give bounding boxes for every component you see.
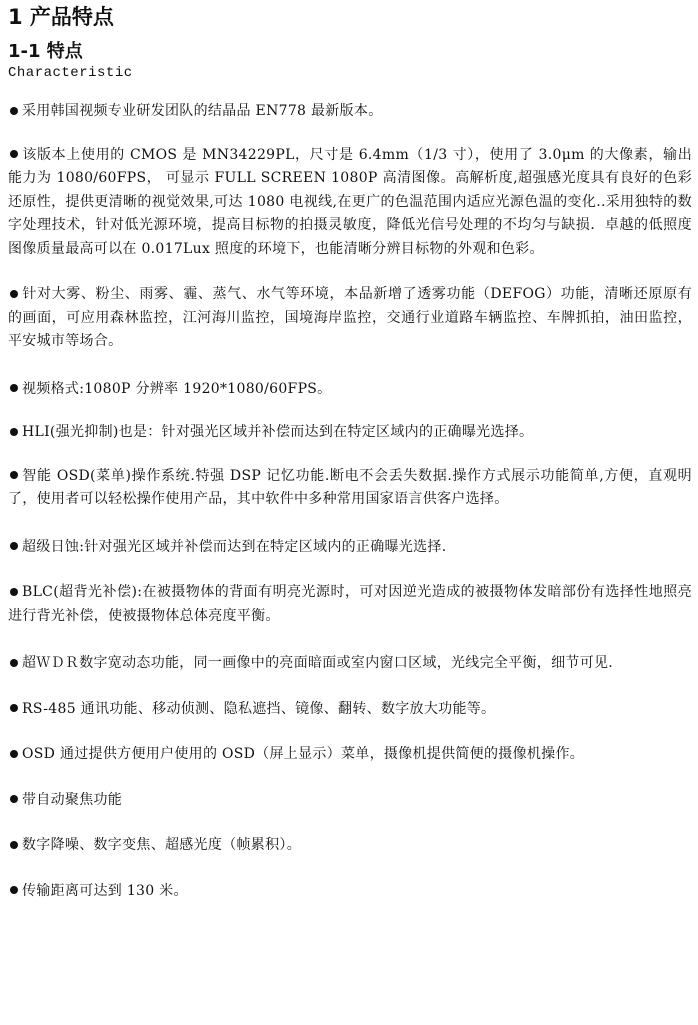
bullet-icon	[10, 290, 18, 298]
bullet-icon	[10, 150, 18, 158]
bullet-icon	[10, 542, 18, 550]
feature-item	[8, 421, 692, 445]
bullet-icon	[10, 384, 18, 392]
feature-item	[8, 100, 692, 124]
feature-item	[8, 652, 692, 676]
feature-text: 采用韩国视频专业研发团队的结晶品 EN778 最新版本。	[22, 103, 383, 119]
bullet-icon	[10, 588, 18, 596]
feature-text: 该版本上使用的 CMOS 是 MN34229PL，尺寸是 6.4mm（1/3 寸），使用了 3.0μm 的大像素，输出能力为 1080/60FPS， 可显示 FULL SCREEN 1080P 高清图像。高解析度,超强感光度具有良好的色彩还原性，提供更清晰的视觉效果,可达 1080 电视线,在更广的色温范围内适应光源色温的变化..采用独特的数字处理技术，针对低光源环境，提高目标物的拍摄灵敏度，降低光信号处理的不均匀与缺损．卓越的低照度图像质量最高可以在 0.017Lux 照度的环境下，也能清晰分辨目标物的外观和色彩。	[8, 146, 692, 257]
feature-text: 超级日蚀:针对强光区域并补偿而达到在特定区域内的正确曝光选择.	[22, 538, 447, 555]
feature-text: 传输距离可达到 130 米。	[22, 882, 188, 899]
feature-text: 智能 OSD(菜单)操作系统.特强 DSP 记忆功能.断电不会丢失数据.操作方式展示功能简单,方便，直观明了，使用者可以轻松操作使用产品，其中软件中多种常用国家语言供客户选择。	[8, 467, 692, 507]
bullet-icon	[10, 795, 18, 803]
feature-text: RS-485 通讯功能、移动侦测、隐私遮挡、镜像、翻转、数字放大功能等。	[22, 700, 496, 717]
bullet-icon	[10, 659, 18, 667]
feature-item	[8, 465, 692, 512]
section-heading: 1 产品特点	[8, 5, 114, 29]
bullet-icon	[10, 841, 18, 849]
feature-item	[8, 698, 692, 722]
feature-text: OSD 通过提供方便用户使用的 OSD（屏上显示）菜单，摄像机提供简便的摄像机操作。	[22, 746, 585, 762]
subsection-heading: 1-1 特点	[8, 41, 83, 62]
feature-text: 针对大雾、粉尘、雨雾、霾、蒸气、水气等环境，本品新增了透雾功能（DEFOG）功能，清晰还原原有的画面，可应用森林监控，江河海川监控，国境海岸监控，交通行业道路车辆监控、车牌抓拍，油田监控，平安城市等场合。	[8, 286, 692, 349]
bullet-icon	[10, 750, 18, 758]
feature-text: BLC(超背光补偿):在被摄物体的背面有明亮光源时，可对因逆光造成的被摄物体发暗部份有选择性地照亮进行背光补偿，使被摄物体总体亮度平衡。	[8, 584, 692, 624]
feature-text: 带自动聚焦功能	[22, 791, 123, 808]
feature-text: 超ＷＤＲ数字宽动态功能，同一画像中的亮面暗面或室内窗口区域，光线完全平衡，细节可见.	[22, 655, 614, 671]
feature-item	[8, 880, 692, 904]
bullet-icon	[10, 428, 18, 436]
bullet-icon	[10, 704, 18, 712]
feature-item	[8, 144, 692, 262]
feature-item	[8, 378, 692, 402]
bullet-icon	[10, 886, 18, 894]
bullet-icon	[10, 471, 18, 479]
feature-item	[8, 283, 692, 354]
subsection-subtitle: Characteristic	[8, 65, 133, 81]
bullet-icon	[10, 107, 18, 115]
feature-item	[8, 581, 692, 628]
feature-list	[8, 100, 692, 903]
document-page	[8, 4, 692, 903]
feature-item	[8, 834, 692, 858]
feature-item	[8, 743, 692, 767]
feature-text: 视频格式:1080P 分辨率 1920*1080/60FPS。	[22, 380, 332, 397]
feature-text: 数字降噪、数字变焦、超感光度（帧累积）。	[22, 837, 301, 853]
feature-item	[8, 789, 692, 813]
feature-item	[8, 536, 692, 560]
feature-text: HLI(强光抑制)也是：针对强光区域并补偿而达到在特定区域内的正确曝光选择。	[22, 424, 534, 440]
